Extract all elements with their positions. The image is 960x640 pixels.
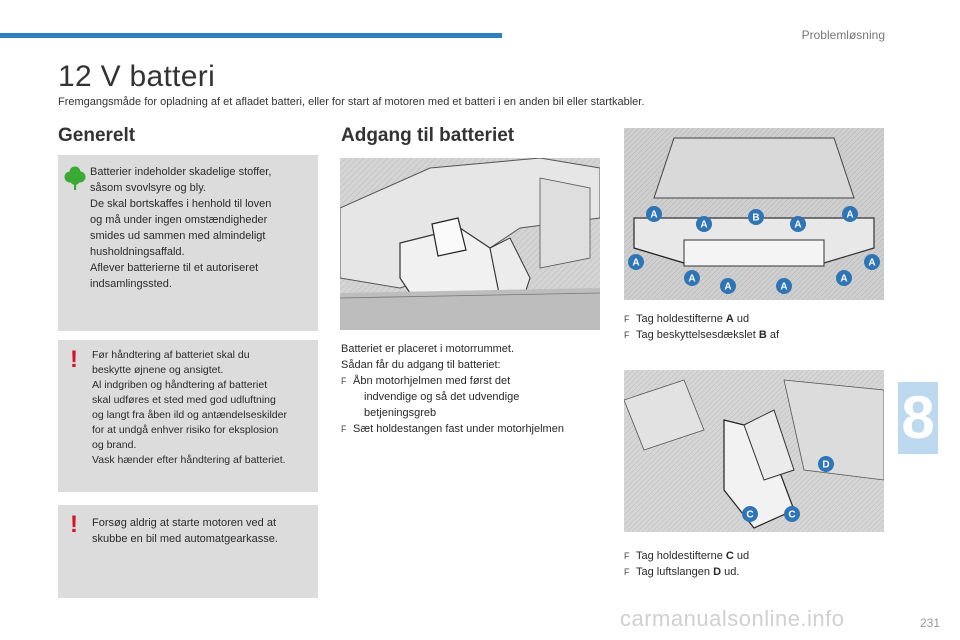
step-item xyxy=(624,564,884,580)
eco-info-text xyxy=(90,164,312,292)
callout-label: B xyxy=(752,212,760,224)
cover-steps xyxy=(624,311,884,343)
warning-text xyxy=(92,348,316,468)
text-line: Før håndtering af batteriet skal du xyxy=(92,349,250,361)
text-line: og langt fra åben ild og antændelseskilder xyxy=(92,409,287,421)
warning-text xyxy=(92,515,316,547)
step-text: Tag holdestifterne xyxy=(636,550,726,562)
step-text: ud xyxy=(733,313,750,325)
callout-label: A xyxy=(780,281,788,293)
step-text: indvendige og så det udvendige xyxy=(364,391,520,403)
hose-steps xyxy=(624,548,884,580)
cover-removal-figure xyxy=(624,128,884,300)
label-a-circle xyxy=(836,270,852,286)
header-accent-bar xyxy=(0,33,502,38)
page-subtitle: Fremgangsmåde for opladning af et afladet batteri, eller for start af motoren med et batteri i en anden bil eller startkabler. xyxy=(58,96,645,108)
callout-label: A xyxy=(700,219,708,231)
text-line: Forsøg aldrig at starte motoren ved at xyxy=(92,517,277,529)
intro-line: Batteriet er placeret i motorrummet. xyxy=(341,343,515,355)
adgang-body xyxy=(341,341,603,437)
label-c-circle xyxy=(742,506,758,522)
text-line: Batterier indeholder skadelige stoffer, xyxy=(90,166,272,178)
callout-label: A xyxy=(632,257,640,269)
text-line: for at undgå enhver risiko for eksplosion xyxy=(92,424,279,436)
text-line: skubbe en bil med automatgearkasse. xyxy=(92,533,278,545)
label-a-circle xyxy=(776,278,792,294)
step-item xyxy=(624,548,884,564)
label-a-circle xyxy=(720,278,736,294)
text-line: skal udføres et sted med god udluftning xyxy=(92,394,276,406)
adgang-heading: Adgang til batteriet xyxy=(341,125,515,146)
step-ref: A xyxy=(725,313,734,325)
text-line: indsamlingssted. xyxy=(90,278,172,290)
page-title: 12 V batteri xyxy=(58,60,216,93)
step-bullet: F xyxy=(624,314,630,324)
step-item xyxy=(624,311,884,327)
step-text: Tag holdestifterne xyxy=(636,313,726,325)
warning-box-automatic xyxy=(58,505,318,598)
text-line: beskytte øjnene og ansigtet. xyxy=(92,364,224,376)
label-a-circle xyxy=(842,206,858,222)
text-line: Aflever batterierne til et autoriseret xyxy=(90,262,259,274)
text-line: husholdningsaffald. xyxy=(90,246,185,258)
step-ref: D xyxy=(713,566,722,578)
exclamation-icon: ! xyxy=(70,511,78,538)
leaf-icon xyxy=(64,165,86,191)
callout-label: A xyxy=(688,273,696,285)
cover-removal-illustration xyxy=(624,128,884,300)
engine-bay-illustration xyxy=(340,158,600,330)
label-d-circle xyxy=(818,456,834,472)
label-a-circle xyxy=(646,206,662,222)
text-line: og må under ingen omstændigheder xyxy=(90,214,268,226)
step-text: af xyxy=(766,329,780,341)
callout-label: A xyxy=(868,257,876,269)
text-line: Vask hænder efter håndtering af batteriet. xyxy=(92,454,286,466)
step-bullet: F xyxy=(341,424,347,434)
hose-removal-figure xyxy=(624,370,884,532)
warning-box-handling xyxy=(58,340,318,492)
step-bullet: F xyxy=(624,567,630,577)
label-c-circle xyxy=(784,506,800,522)
step-text: ud xyxy=(733,550,750,562)
callout-label: C xyxy=(746,509,754,521)
text-line: smides ud sammen med almindeligt xyxy=(90,230,266,242)
hose-removal-illustration xyxy=(624,370,884,532)
generelt-heading: Generelt xyxy=(58,125,136,146)
label-a-circle xyxy=(790,216,806,232)
step-bullet: F xyxy=(624,551,630,561)
exclamation-icon: ! xyxy=(70,346,78,373)
label-a-circle xyxy=(684,270,700,286)
step-item xyxy=(624,327,884,343)
intro-line: Sådan får du adgang til batteriet: xyxy=(341,359,501,371)
engine-bay-photo xyxy=(340,158,600,330)
label-a-circle xyxy=(696,216,712,232)
step-item xyxy=(341,421,603,437)
callout-label: D xyxy=(822,459,830,471)
step-bullet: F xyxy=(341,376,347,386)
callout-label: C xyxy=(788,509,796,521)
callout-label: A xyxy=(724,281,732,293)
step-text: Tag luftslangen xyxy=(636,566,714,578)
step-text: Tag beskyttelsesdækslet xyxy=(636,329,759,341)
text-line: De skal bortskaffes i henhold til loven xyxy=(90,198,272,210)
label-a-circle xyxy=(864,254,880,270)
label-a-circle xyxy=(628,254,644,270)
chapter-tab: 8 xyxy=(898,382,938,454)
page-number: 231 xyxy=(919,616,940,630)
step-ref: B xyxy=(758,329,767,341)
text-line: og brand. xyxy=(92,439,137,451)
step-bullet: F xyxy=(624,330,630,340)
watermark: carmanualsonline.info xyxy=(620,606,845,631)
step-ref: C xyxy=(725,550,734,562)
eco-info-box xyxy=(58,155,318,331)
callout-label: A xyxy=(650,209,658,221)
callout-label: A xyxy=(846,209,854,221)
section-label: Problemløsning xyxy=(801,28,885,42)
step-text: betjeningsgreb xyxy=(364,407,437,419)
callout-label: A xyxy=(840,273,848,285)
label-b-circle xyxy=(748,209,764,225)
step-item xyxy=(341,373,603,389)
step-text: Sæt holdestangen fast under motorhjelmen xyxy=(353,423,564,435)
callout-label: A xyxy=(794,219,802,231)
text-line: såsom svovlsyre og bly. xyxy=(90,182,206,194)
step-text: Åbn motorhjelmen med først det xyxy=(353,375,511,387)
text-line: Al indgriben og håndtering af batteriet xyxy=(92,379,268,391)
step-text: ud. xyxy=(721,566,740,578)
